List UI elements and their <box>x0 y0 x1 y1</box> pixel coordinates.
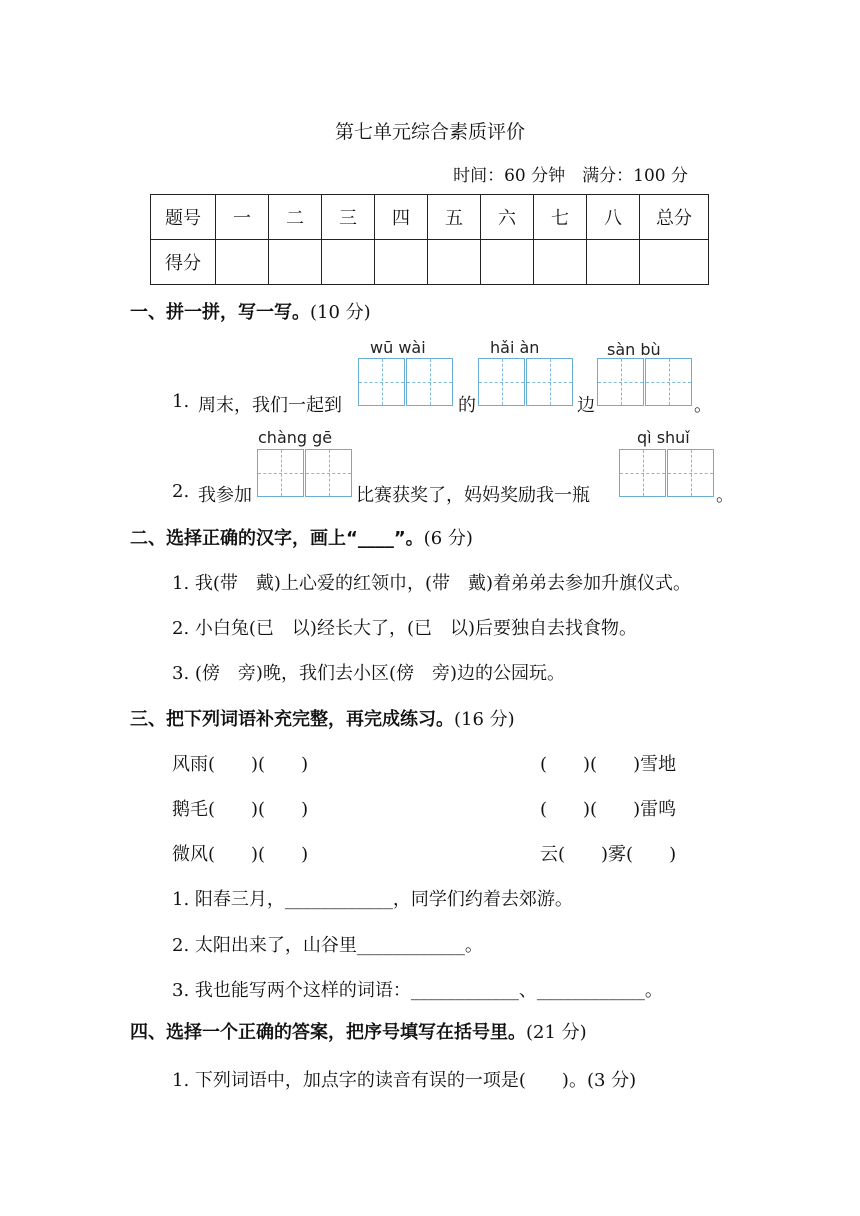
sentence-text: 的 <box>458 395 476 416</box>
pinyin-label: sàn bù <box>607 340 661 359</box>
writing-grid-box[interactable] <box>257 449 304 497</box>
question-number: 2. <box>172 481 190 502</box>
table-header-cell: 总分 <box>640 195 709 240</box>
table-header-cell: 六 <box>481 195 534 240</box>
question-item: 1. 阳春三月，____________，同学们约着去郊游。 <box>172 889 573 910</box>
idiom-blank: ( )( )雷鸣 <box>540 799 677 820</box>
score-table-row <box>151 240 709 285</box>
section-2-heading <box>130 524 473 550</box>
score-cell[interactable] <box>375 240 428 285</box>
score-table-header-row <box>151 195 709 240</box>
table-header-cell: 七 <box>534 195 587 240</box>
writing-grid-box[interactable] <box>667 449 714 497</box>
table-header-cell: 一 <box>216 195 269 240</box>
pinyin-label: chàng gē <box>258 428 333 447</box>
score-cell[interactable] <box>640 240 709 285</box>
question-item: 1. 我(带 戴)上心爱的红领巾，(带 戴)着弟弟去参加升旗仪式。 <box>172 573 691 594</box>
section-1-heading <box>130 298 371 324</box>
section-4-heading <box>130 1018 587 1044</box>
writing-grid-box[interactable] <box>645 358 692 406</box>
section-points: (21 分) <box>526 1022 587 1043</box>
pinyin-label: qì shuǐ <box>637 428 690 447</box>
score-cell[interactable] <box>534 240 587 285</box>
pinyin-label: wū wài <box>370 338 426 357</box>
writing-grid-box[interactable] <box>619 449 666 497</box>
idiom-blank: ( )( )雪地 <box>540 754 677 775</box>
question-item: 1. 下列词语中，加点字的读音有误的一项是( )。(3 分) <box>172 1070 637 1091</box>
score-cell[interactable] <box>481 240 534 285</box>
table-header-cell: 四 <box>375 195 428 240</box>
writing-grid-box[interactable] <box>358 358 405 406</box>
idiom-blank: 微风( )( ) <box>172 844 309 865</box>
idiom-blank: 鹅毛( )( ) <box>172 799 309 820</box>
section-heading-text: 四、选择一个正确的答案，把序号填写在括号里。 <box>130 1022 526 1043</box>
score-cell[interactable] <box>322 240 375 285</box>
section-heading-text: 二、选择正确的汉字，画上“____”。 <box>130 528 424 549</box>
sentence-text: 。 <box>716 485 734 506</box>
sentence-text: 。 <box>694 395 712 416</box>
writing-grid-box[interactable] <box>478 358 525 406</box>
section-points: (10 分) <box>310 302 371 323</box>
section-heading-text: 三、把下列词语补充完整，再完成练习。 <box>130 709 454 730</box>
table-header-cell: 二 <box>269 195 322 240</box>
section-points: (16 分) <box>454 709 515 730</box>
sentence-text: 周末，我们一起到 <box>198 395 342 416</box>
idiom-blank: 风雨( )( ) <box>172 754 309 775</box>
writing-grid-box[interactable] <box>526 358 573 406</box>
section-3-heading <box>130 705 515 731</box>
question-number: 1. <box>172 391 190 412</box>
exam-meta: 时间：60 分钟 满分：100 分 <box>453 166 688 186</box>
section-heading-text: 一、拼一拼，写一写。 <box>130 302 310 323</box>
writing-grid-box[interactable] <box>597 358 644 406</box>
pinyin-label: hǎi àn <box>490 338 540 357</box>
page-title: 第七单元综合素质评价 <box>334 121 525 143</box>
question-item: 2. 太阳出来了，山谷里____________。 <box>172 935 483 956</box>
score-cell[interactable] <box>428 240 481 285</box>
score-cell[interactable] <box>216 240 269 285</box>
table-header-cell: 八 <box>587 195 640 240</box>
table-header-cell: 五 <box>428 195 481 240</box>
table-header-cell: 三 <box>322 195 375 240</box>
sentence-text: 我参加 <box>198 485 252 506</box>
score-cell[interactable] <box>269 240 322 285</box>
table-header-cell: 题号 <box>151 195 216 240</box>
sentence-text: 比赛获奖了，妈妈奖励我一瓶 <box>356 485 590 506</box>
score-table <box>150 194 709 285</box>
section-points: (6 分) <box>423 528 473 549</box>
idiom-blank: 云( )雾( ) <box>540 844 677 865</box>
question-item: 3. (傍 旁)晚，我们去小区(傍 旁)边的公园玩。 <box>172 663 565 684</box>
writing-grid-box[interactable] <box>406 358 453 406</box>
question-item: 3. 我也能写两个这样的词语：____________、____________。 <box>172 980 663 1001</box>
row-label: 得分 <box>151 240 216 285</box>
writing-grid-box[interactable] <box>305 449 352 497</box>
question-item: 2. 小白兔(已 以)经长大了，(已 以)后要独自去找食物。 <box>172 618 637 639</box>
score-cell[interactable] <box>587 240 640 285</box>
sentence-text: 边 <box>577 395 595 416</box>
